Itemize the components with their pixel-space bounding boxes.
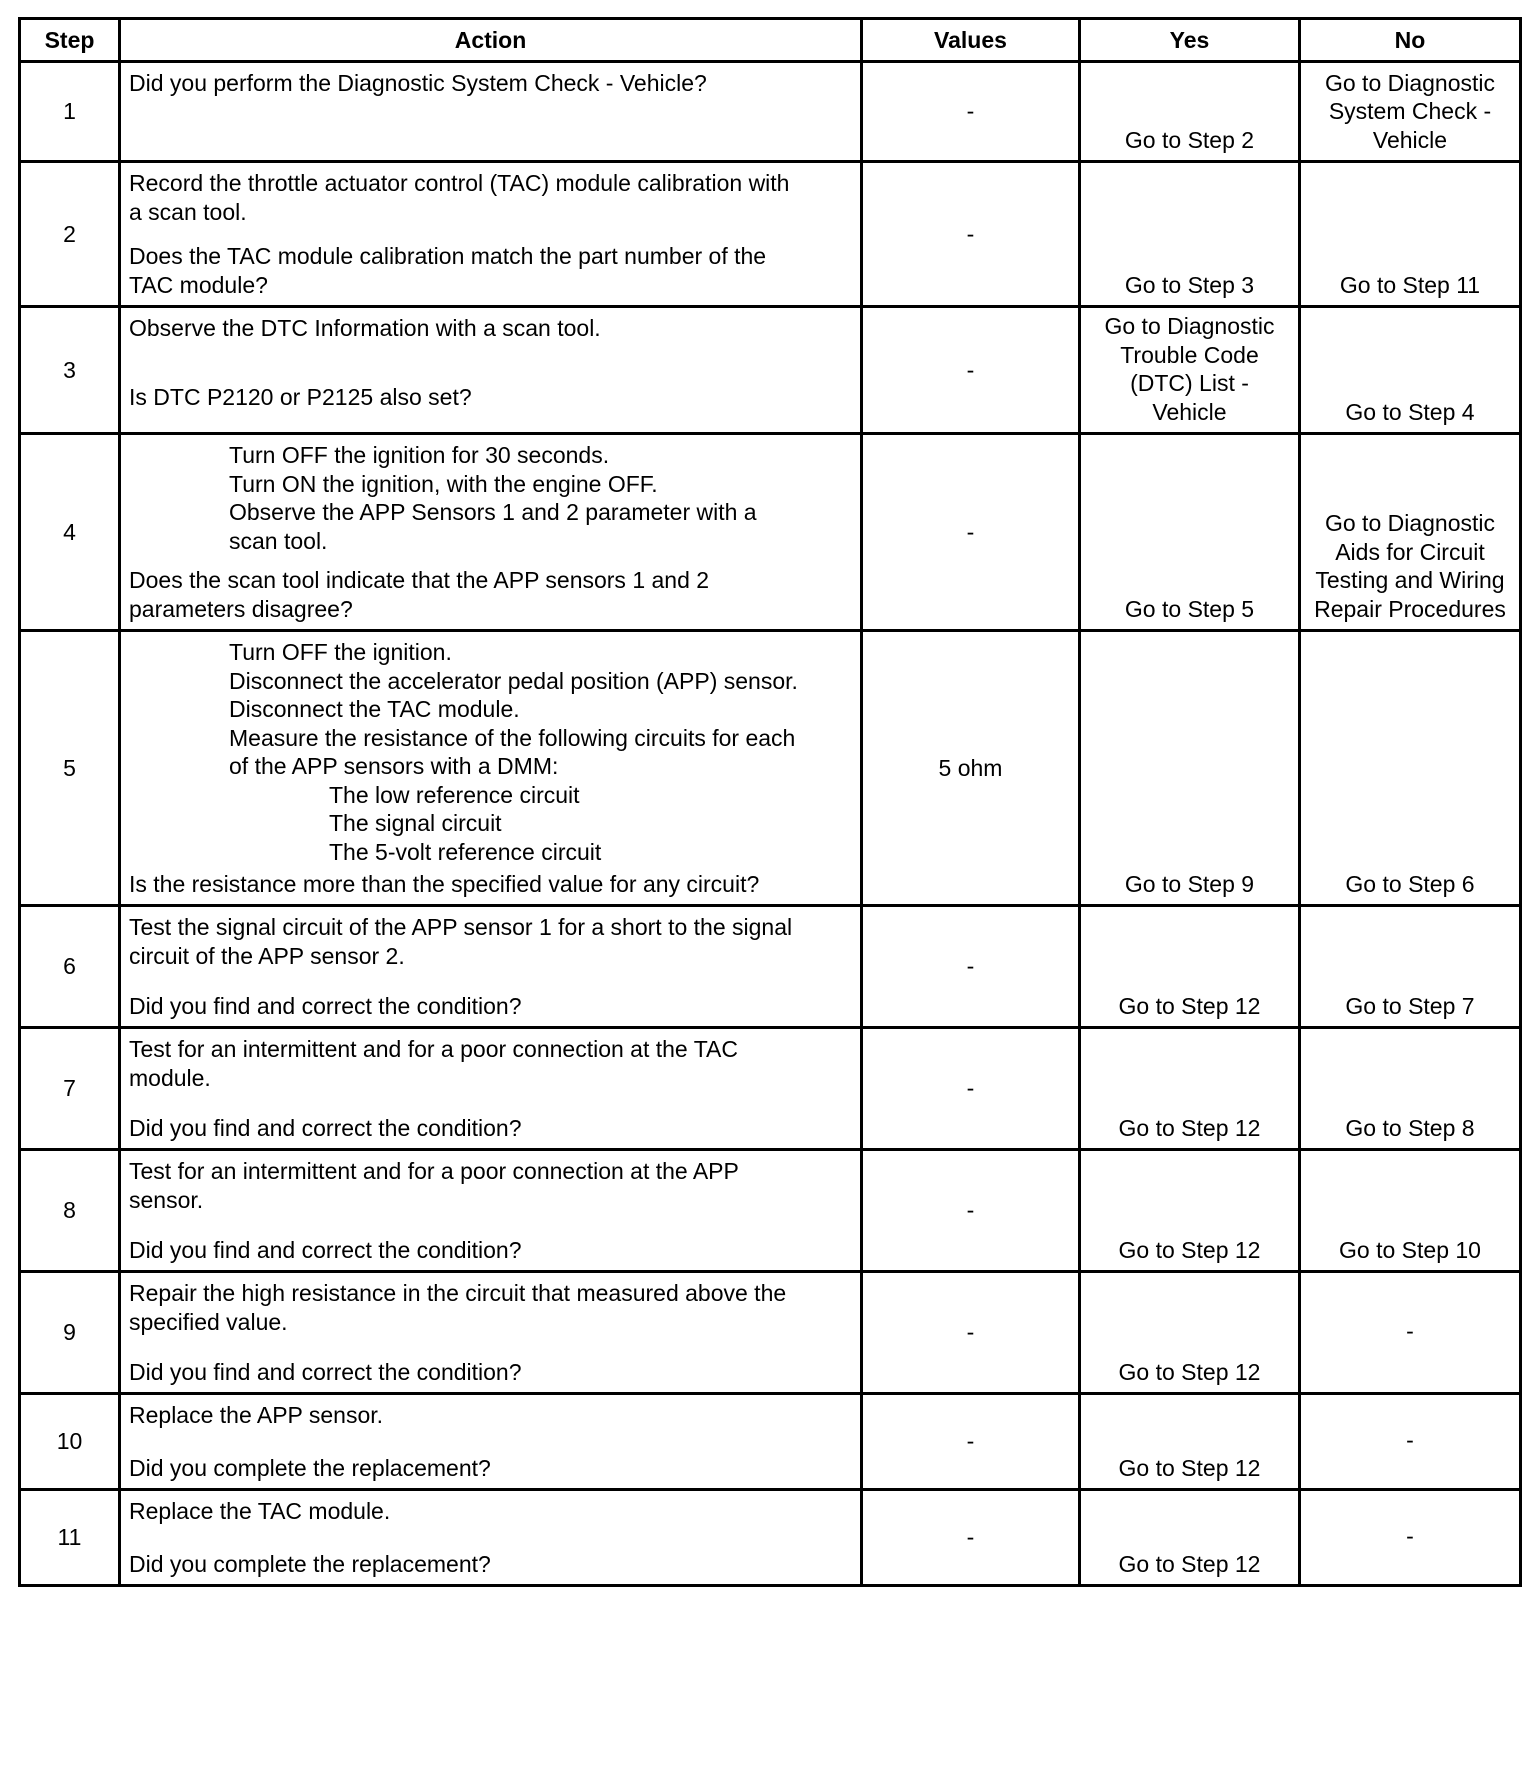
action-line: specified value. [129, 1308, 288, 1335]
action-line: module. [129, 1064, 211, 1091]
action-line: of the APP sensors with a DMM: [229, 753, 559, 779]
no-cell: Go to Step 7 [1300, 906, 1521, 1028]
action-line: Turn ON the ignition, with the engine OFF. [229, 470, 658, 497]
action-question: Did you complete the replacement? [129, 1454, 491, 1481]
values-cell: - [862, 1394, 1080, 1490]
table-row [20, 1394, 1521, 1490]
no-cell: Go to Step 11 [1300, 162, 1521, 307]
no-cell: Go to Step 4 [1300, 307, 1521, 434]
step-number: 11 [20, 1490, 120, 1586]
table-row [20, 162, 1521, 307]
values-cell: - [862, 434, 1080, 631]
action-line: Replace the TAC module. [129, 1498, 391, 1524]
values-cell: - [862, 1490, 1080, 1586]
action-line: a scan tool. [129, 198, 247, 225]
yes-cell: Go to Step 3 [1080, 162, 1300, 307]
table-row [20, 1490, 1521, 1586]
yes-cell: Go to Step 9 [1080, 631, 1300, 906]
action-cell [120, 307, 862, 434]
yes-cell: Go to Step 2 [1080, 62, 1300, 162]
action-cell [120, 62, 862, 162]
step-number: 9 [20, 1272, 120, 1394]
no-cell: Go to Step 6 [1300, 631, 1521, 906]
header-action: Action [120, 19, 862, 62]
no-cell: Go to Step 10 [1300, 1150, 1521, 1272]
no-cell: Go to Diagnostic Aids for Circuit Testing and Wiring Repair Procedures [1300, 434, 1521, 631]
no-cell: - [1300, 1394, 1521, 1490]
action-question: Did you find and correct the condition? [129, 992, 522, 1019]
yes-cell: Go to Step 12 [1080, 1028, 1300, 1150]
table-row [20, 1272, 1521, 1394]
header-values: Values [862, 19, 1080, 62]
action-line: Replace the APP sensor. [129, 1402, 384, 1428]
yes-cell: Go to Step 12 [1080, 1490, 1300, 1586]
action-line: The 5-volt reference circuit [329, 838, 602, 865]
yes-cell: Go to Diagnostic Trouble Code (DTC) List - Vehicle [1080, 307, 1300, 434]
action-question: Did you find and correct the condition? [129, 1358, 522, 1385]
action-question: Did you find and correct the condition? [129, 1236, 522, 1263]
table-row [20, 631, 1521, 906]
table-row [20, 1150, 1521, 1272]
action-cell [120, 631, 862, 906]
table-row [20, 307, 1521, 434]
action-line: Turn OFF the ignition for 30 seconds. [229, 442, 610, 468]
step-number: 5 [20, 631, 120, 906]
yes-cell: Go to Step 12 [1080, 906, 1300, 1028]
table-row [20, 906, 1521, 1028]
action-line: Test for an intermittent and for a poor connection at the APP [129, 1158, 739, 1184]
action-line: Turn OFF the ignition. [229, 639, 452, 665]
step-number: 1 [20, 62, 120, 162]
action-cell [120, 1028, 862, 1150]
action-line: Observe the DTC Information with a scan tool. [129, 315, 601, 341]
values-cell: - [862, 906, 1080, 1028]
action-question: Is the resistance more than the specified value for any circuit? [129, 870, 760, 897]
header-row [20, 19, 1521, 62]
action-cell [120, 1272, 862, 1394]
step-number: 8 [20, 1150, 120, 1272]
action-question: TAC module? [129, 271, 268, 298]
no-cell: Go to Diagnostic System Check - Vehicle [1300, 62, 1521, 162]
action-question: parameters disagree? [129, 595, 353, 622]
values-cell: - [862, 1150, 1080, 1272]
action-cell [120, 434, 862, 631]
action-line: Disconnect the accelerator pedal position (APP) sensor. [229, 667, 798, 694]
action-question: Does the TAC module calibration match the part number of the [129, 243, 767, 269]
values-cell: - [862, 1272, 1080, 1394]
no-cell: - [1300, 1490, 1521, 1586]
action-cell [120, 906, 862, 1028]
action-cell [120, 1150, 862, 1272]
values-cell: - [862, 162, 1080, 307]
action-cell [120, 1394, 862, 1490]
table-row [20, 62, 1521, 162]
action-line: Observe the APP Sensors 1 and 2 parameter with a [229, 499, 757, 525]
action-question: Is DTC P2120 or P2125 also set? [129, 383, 472, 410]
values-cell: - [862, 307, 1080, 434]
action-cell [120, 1490, 862, 1586]
action-line: Disconnect the TAC module. [229, 696, 520, 722]
step-number: 3 [20, 307, 120, 434]
action-line: circuit of the APP sensor 2. [129, 942, 405, 969]
diagnostic-table [18, 17, 1522, 1587]
step-number: 7 [20, 1028, 120, 1150]
step-number: 4 [20, 434, 120, 631]
yes-cell: Go to Step 12 [1080, 1272, 1300, 1394]
action-question: Did you find and correct the condition? [129, 1114, 522, 1141]
table-row [20, 434, 1521, 631]
action-line: Measure the resistance of the following circuits for each [229, 724, 796, 751]
action-line: The signal circuit [329, 810, 502, 836]
no-cell: - [1300, 1272, 1521, 1394]
action-cell [120, 162, 862, 307]
action-line: Test the signal circuit of the APP sensor 1 for a short to the signal [129, 914, 793, 940]
values-cell: 5 ohm [862, 631, 1080, 906]
action-line: Repair the high resistance in the circuit that measured above the [129, 1280, 787, 1306]
step-number: 10 [20, 1394, 120, 1490]
action-line: Test for an intermittent and for a poor connection at the TAC [129, 1036, 738, 1062]
no-cell: Go to Step 8 [1300, 1028, 1521, 1150]
values-cell: - [862, 1028, 1080, 1150]
action-question: Did you complete the replacement? [129, 1550, 491, 1577]
header-yes: Yes [1080, 19, 1300, 62]
action-line: Did you perform the Diagnostic System Check - Vehicle? [129, 70, 707, 96]
action-line: scan tool. [229, 527, 328, 554]
table-row [20, 1028, 1521, 1150]
action-question: Does the scan tool indicate that the APP sensors 1 and 2 [129, 567, 710, 593]
header-step: Step [20, 19, 120, 62]
yes-cell: Go to Step 12 [1080, 1150, 1300, 1272]
yes-cell: Go to Step 12 [1080, 1394, 1300, 1490]
values-cell: - [862, 62, 1080, 162]
header-no: No [1300, 19, 1521, 62]
action-line: Record the throttle actuator control (TAC) module calibration with [129, 170, 790, 196]
yes-cell: Go to Step 5 [1080, 434, 1300, 631]
action-line: sensor. [129, 1186, 204, 1213]
step-number: 6 [20, 906, 120, 1028]
step-number: 2 [20, 162, 120, 307]
action-line: The low reference circuit [329, 781, 580, 808]
